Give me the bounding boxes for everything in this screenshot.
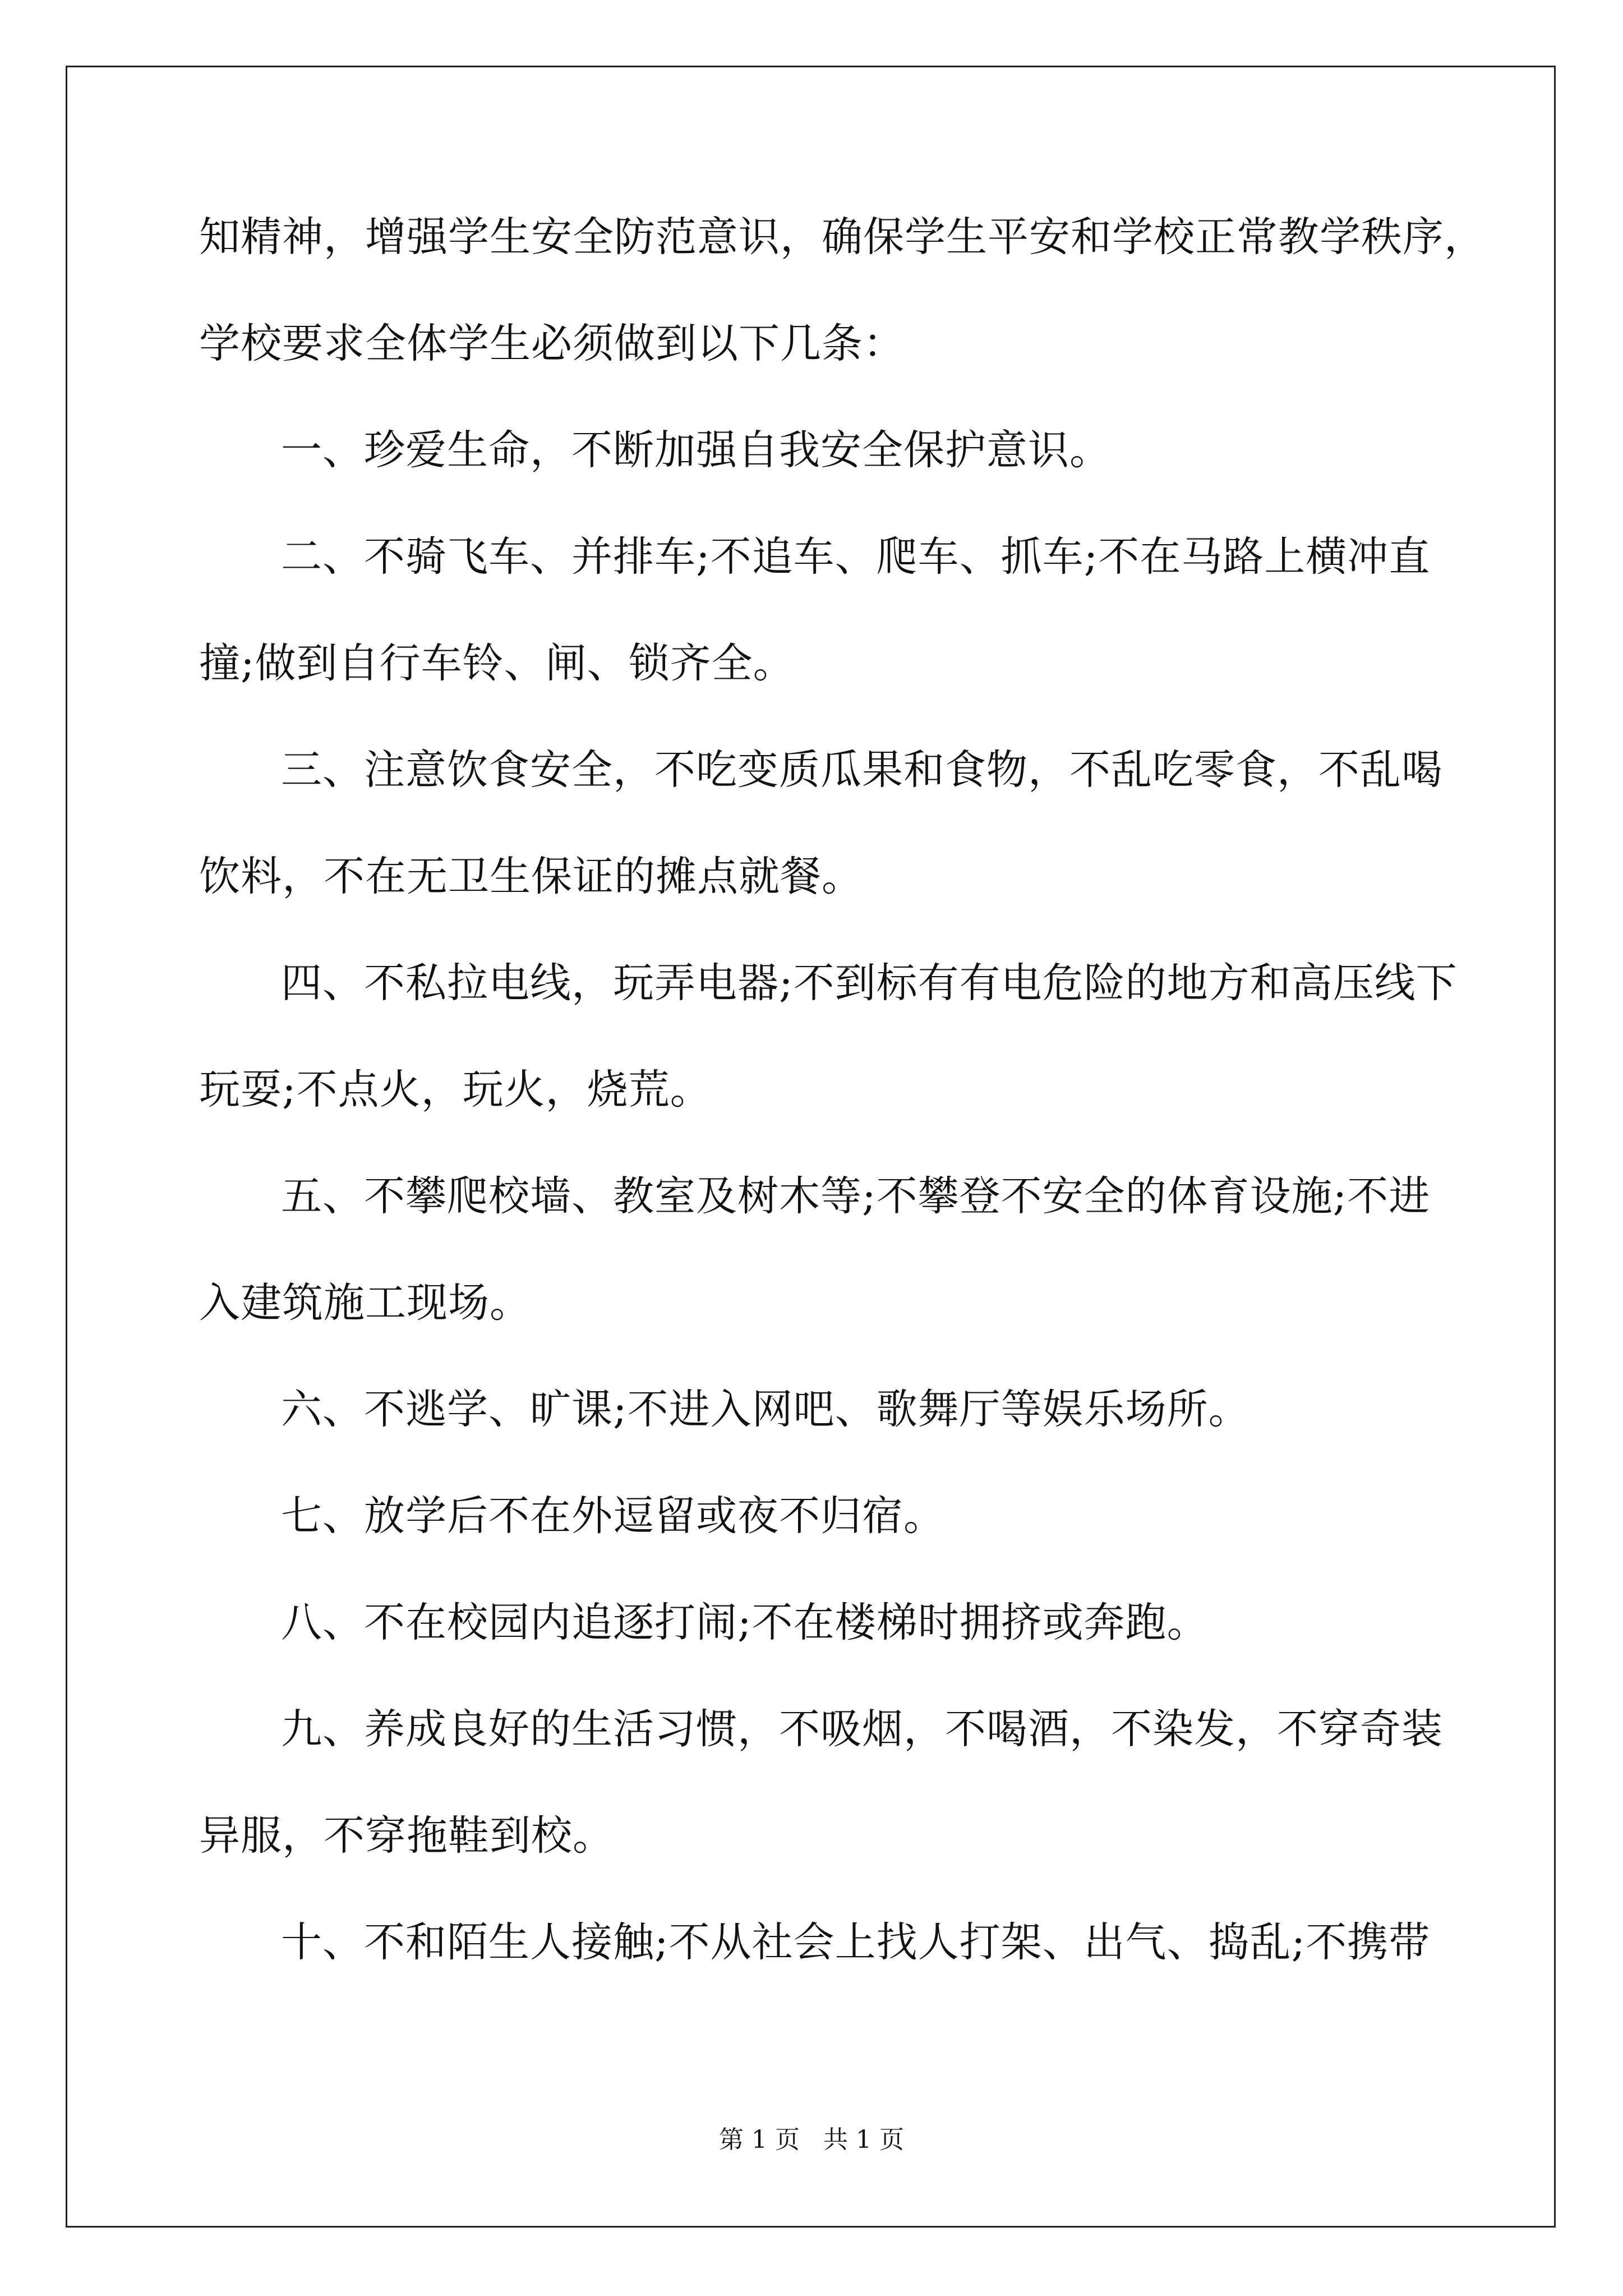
text-line-12: 六、不逃学、旷课;不进入网吧、歌舞厅等娱乐场所。 — [281, 1386, 1250, 1433]
text-line-6: 三、注意饮食安全，不吃变质瓜果和食物，不乱吃零食，不乱喝 — [281, 746, 1443, 794]
text-line-2: 学校要求全体学生必须做到以下几条： — [199, 320, 905, 367]
page-number-footer: 第 1 页 共 1 页 — [719, 2125, 904, 2154]
text-line-4: 二、不骑飞车、并排车;不追车、爬车、抓车;不在马路上横冲直 — [281, 533, 1431, 581]
text-line-5: 撞;做到自行车铃、闸、锁齐全。 — [199, 639, 795, 687]
text-line-7: 饮料，不在无卫生保证的摊点就餐。 — [199, 853, 863, 900]
text-line-17: 十、不和陌生人接触;不从社会上找人打架、出气、捣乱;不携带 — [281, 1918, 1431, 1966]
text-line-9: 玩耍;不点火，玩火，烧荒。 — [199, 1066, 712, 1114]
document-body — [199, 210, 1486, 2022]
text-line-14: 八、不在校园内追逐打闹;不在楼梯时拥挤或奔跑。 — [281, 1599, 1209, 1646]
text-line-8: 四、不私拉电线，玩弄电器;不到标有有电危险的地方和高压线下 — [281, 959, 1458, 1007]
text-line-3: 一、珍爱生命，不断加强自我安全保护意识。 — [281, 426, 1111, 474]
text-line-15: 九、养成良好的生活习惯，不吸烟，不喝酒，不染发，不穿奇装 — [281, 1705, 1443, 1753]
text-line-16: 异服，不穿拖鞋到校。 — [199, 1812, 614, 1860]
text-line-10: 五、不攀爬校墙、教室及树木等;不攀登不安全的体育设施;不进 — [281, 1172, 1431, 1220]
text-line-1: 知精神，增强学生安全防范意识，确保学生平安和学校正常教学秩序， — [199, 213, 1486, 261]
text-line-11: 入建筑施工现场。 — [199, 1279, 531, 1327]
text-line-13: 七、放学后不在外逗留或夜不归宿。 — [281, 1492, 945, 1540]
